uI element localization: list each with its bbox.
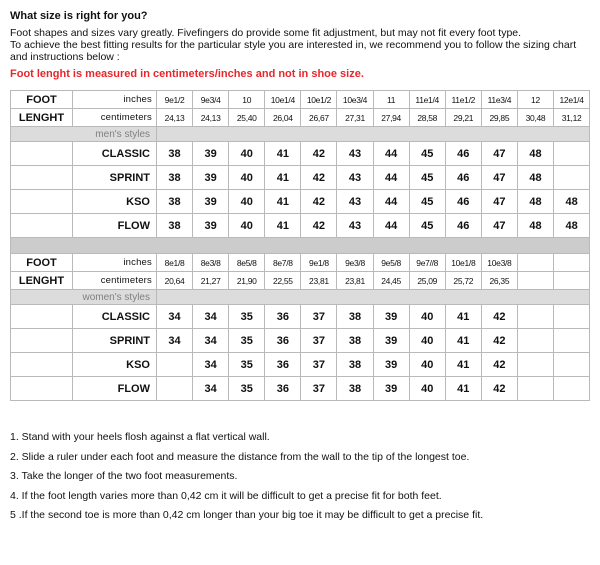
shoe-size: 48 bbox=[517, 142, 553, 166]
men-section bbox=[11, 91, 590, 238]
page-title: What size is right for you? bbox=[10, 10, 148, 22]
centimeters-value: 26,35 bbox=[481, 272, 517, 290]
centimeters-value: 26,04 bbox=[265, 109, 301, 127]
centimeters-value: 24,13 bbox=[157, 109, 193, 127]
shoe-size: 41 bbox=[265, 190, 301, 214]
shoe-size: 41 bbox=[265, 214, 301, 238]
shoe-size: 40 bbox=[229, 190, 265, 214]
shoe-size: 42 bbox=[481, 353, 517, 377]
centimeters-value: 25,40 bbox=[229, 109, 265, 127]
model-name: FLOW bbox=[73, 377, 157, 401]
shoe-size: 43 bbox=[337, 214, 373, 238]
centimeters-value: 29,85 bbox=[481, 109, 517, 127]
centimeters-value: 23,81 bbox=[301, 272, 337, 290]
length-label: LENGHT bbox=[11, 109, 73, 127]
centimeters-value: 30,48 bbox=[517, 109, 553, 127]
centimeters-value bbox=[554, 272, 590, 290]
shoe-size: 36 bbox=[265, 305, 301, 329]
shoe-size bbox=[554, 377, 590, 401]
shoe-size: 43 bbox=[337, 166, 373, 190]
model-name: CLASSIC bbox=[73, 142, 157, 166]
shoe-size: 45 bbox=[409, 190, 445, 214]
men-centimeters-row bbox=[11, 109, 590, 127]
shoe-size: 37 bbox=[301, 305, 337, 329]
shoe-size: 41 bbox=[445, 377, 481, 401]
inches-value: 11e1/2 bbox=[445, 91, 481, 109]
model-name: KSO bbox=[73, 190, 157, 214]
shoe-size: 40 bbox=[229, 214, 265, 238]
model-name: CLASSIC bbox=[73, 305, 157, 329]
women-model-row bbox=[11, 305, 590, 329]
shoe-size: 47 bbox=[481, 142, 517, 166]
shoe-size: 40 bbox=[409, 305, 445, 329]
shoe-size: 38 bbox=[157, 190, 193, 214]
styles-label: men's styles bbox=[11, 127, 157, 142]
inches-value: 9e3/8 bbox=[337, 254, 373, 272]
shoe-size: 46 bbox=[445, 166, 481, 190]
shoe-size: 43 bbox=[337, 190, 373, 214]
measuring-instructions bbox=[10, 428, 595, 526]
inches-value bbox=[517, 254, 553, 272]
centimeters-value: 25,72 bbox=[445, 272, 481, 290]
women-section bbox=[11, 254, 590, 401]
inches-value: 11e3/4 bbox=[481, 91, 517, 109]
shoe-size: 40 bbox=[409, 329, 445, 353]
shoe-size: 39 bbox=[193, 214, 229, 238]
centimeters-value: 24,13 bbox=[193, 109, 229, 127]
shoe-size: 34 bbox=[193, 377, 229, 401]
shoe-size bbox=[157, 377, 193, 401]
centimeters-value: 22,55 bbox=[265, 272, 301, 290]
instruction-step: 3. Take the longer of the two foot measurements. bbox=[10, 470, 238, 482]
intro-line-2: To achieve the best fitting results for the particular style you are interested in, we recommend you to follow the sizing chart and instructions below : bbox=[10, 39, 577, 63]
shoe-size bbox=[517, 329, 553, 353]
shoe-size: 37 bbox=[301, 329, 337, 353]
model-name: SPRINT bbox=[73, 329, 157, 353]
women-centimeters-row bbox=[11, 272, 590, 290]
shoe-size: 41 bbox=[265, 166, 301, 190]
inches-value: 9e3/4 bbox=[193, 91, 229, 109]
measurement-warning: Foot lenght is measured in centimeters/inches and not in shoe size. bbox=[10, 68, 364, 80]
shoe-size: 39 bbox=[373, 353, 409, 377]
shoe-size: 42 bbox=[301, 142, 337, 166]
model-name: FLOW bbox=[73, 214, 157, 238]
styles-band bbox=[157, 290, 590, 305]
shoe-size: 48 bbox=[554, 190, 590, 214]
foot-label: FOOT bbox=[11, 91, 73, 109]
inches-value: 9e1/2 bbox=[157, 91, 193, 109]
shoe-size bbox=[554, 142, 590, 166]
unit-inches: inches bbox=[73, 91, 157, 109]
shoe-size: 42 bbox=[301, 214, 337, 238]
unit-centimeters: centimeters bbox=[73, 272, 157, 290]
model-spacer bbox=[11, 377, 73, 401]
model-spacer bbox=[11, 166, 73, 190]
shoe-size bbox=[517, 353, 553, 377]
shoe-size: 41 bbox=[445, 329, 481, 353]
shoe-size: 38 bbox=[337, 353, 373, 377]
shoe-size: 46 bbox=[445, 142, 481, 166]
shoe-size: 39 bbox=[193, 166, 229, 190]
men-inches-row bbox=[11, 91, 590, 109]
centimeters-value: 24,45 bbox=[373, 272, 409, 290]
inches-value: 8e7/8 bbox=[265, 254, 301, 272]
instruction-step: 1. Stand with your heels flosh against a flat vertical wall. bbox=[10, 431, 270, 443]
inches-value: 10e3/8 bbox=[481, 254, 517, 272]
inches-value: 10 bbox=[229, 91, 265, 109]
inches-value: 11 bbox=[373, 91, 409, 109]
intro-text bbox=[10, 27, 595, 63]
model-spacer bbox=[11, 353, 73, 377]
inches-value: 8e1/8 bbox=[157, 254, 193, 272]
model-spacer bbox=[11, 190, 73, 214]
shoe-size: 40 bbox=[229, 166, 265, 190]
women-model-row bbox=[11, 353, 590, 377]
men-model-row bbox=[11, 190, 590, 214]
shoe-size: 42 bbox=[301, 190, 337, 214]
shoe-size: 34 bbox=[193, 353, 229, 377]
inches-value: 10e3/4 bbox=[337, 91, 373, 109]
shoe-size: 38 bbox=[337, 377, 373, 401]
foot-label: FOOT bbox=[11, 254, 73, 272]
shoe-size: 35 bbox=[229, 377, 265, 401]
shoe-size: 41 bbox=[445, 305, 481, 329]
shoe-size: 34 bbox=[193, 305, 229, 329]
centimeters-value: 26,67 bbox=[301, 109, 337, 127]
shoe-size: 48 bbox=[554, 214, 590, 238]
centimeters-value: 21,27 bbox=[193, 272, 229, 290]
shoe-size: 40 bbox=[409, 377, 445, 401]
shoe-size: 34 bbox=[157, 305, 193, 329]
shoe-size: 36 bbox=[265, 329, 301, 353]
model-name: SPRINT bbox=[73, 166, 157, 190]
men-model-row bbox=[11, 142, 590, 166]
men-styles-header bbox=[11, 127, 590, 142]
shoe-size: 34 bbox=[193, 329, 229, 353]
inches-value: 10e1/8 bbox=[445, 254, 481, 272]
shoe-size: 40 bbox=[229, 142, 265, 166]
shoe-size: 38 bbox=[157, 214, 193, 238]
shoe-size bbox=[517, 305, 553, 329]
centimeters-value: 27,94 bbox=[373, 109, 409, 127]
shoe-size: 46 bbox=[445, 190, 481, 214]
instruction-step: 5 .If the second toe is more than 0,42 cm longer than your big toe it may be difficult to get a precise fit. bbox=[10, 509, 484, 521]
shoe-size: 35 bbox=[229, 329, 265, 353]
shoe-size: 45 bbox=[409, 214, 445, 238]
model-name: KSO bbox=[73, 353, 157, 377]
shoe-size bbox=[517, 377, 553, 401]
length-label: LENGHT bbox=[11, 272, 73, 290]
intro-line-1: Foot shapes and sizes vary greatly. Fivefingers do provide some fit adjustment, but may not fit every foot type. bbox=[10, 27, 522, 39]
centimeters-value: 29,21 bbox=[445, 109, 481, 127]
shoe-size: 44 bbox=[373, 190, 409, 214]
centimeters-value: 25,09 bbox=[409, 272, 445, 290]
instruction-step: 2. Slide a ruler under each foot and measure the distance from the wall to the tip of the longest toe. bbox=[10, 450, 470, 463]
model-spacer bbox=[11, 329, 73, 353]
shoe-size: 47 bbox=[481, 190, 517, 214]
shoe-size: 36 bbox=[265, 353, 301, 377]
shoe-size bbox=[554, 329, 590, 353]
shoe-size: 48 bbox=[517, 214, 553, 238]
shoe-size: 34 bbox=[157, 329, 193, 353]
shoe-size: 41 bbox=[445, 353, 481, 377]
separator-band bbox=[11, 238, 590, 254]
shoe-size: 42 bbox=[481, 305, 517, 329]
women-inches-row bbox=[11, 254, 590, 272]
centimeters-value: 28,58 bbox=[409, 109, 445, 127]
inches-value: 10e1/4 bbox=[265, 91, 301, 109]
shoe-size: 39 bbox=[193, 142, 229, 166]
inches-value: 9e7//8 bbox=[409, 254, 445, 272]
men-model-row bbox=[11, 214, 590, 238]
women-styles-header bbox=[11, 290, 590, 305]
shoe-size: 47 bbox=[481, 214, 517, 238]
shoe-size: 43 bbox=[337, 142, 373, 166]
shoe-size: 44 bbox=[373, 214, 409, 238]
shoe-size: 39 bbox=[373, 329, 409, 353]
centimeters-value: 31,12 bbox=[554, 109, 590, 127]
women-model-row bbox=[11, 377, 590, 401]
shoe-size: 39 bbox=[373, 377, 409, 401]
inches-value: 11e1/4 bbox=[409, 91, 445, 109]
shoe-size bbox=[157, 353, 193, 377]
instruction-step: 4. If the foot length varies more than 0,42 cm it will be difficult to get a precise fit for both feet. bbox=[10, 489, 442, 502]
shoe-size: 48 bbox=[517, 190, 553, 214]
shoe-size: 48 bbox=[517, 166, 553, 190]
shoe-size: 42 bbox=[481, 329, 517, 353]
shoe-size: 44 bbox=[373, 142, 409, 166]
unit-inches: inches bbox=[73, 254, 157, 272]
centimeters-value: 23,81 bbox=[337, 272, 373, 290]
women-model-row bbox=[11, 329, 590, 353]
shoe-size: 38 bbox=[157, 142, 193, 166]
shoe-size: 35 bbox=[229, 353, 265, 377]
size-chart-table bbox=[10, 90, 590, 401]
centimeters-value: 20,64 bbox=[157, 272, 193, 290]
styles-label: women's styles bbox=[11, 290, 157, 305]
shoe-size: 40 bbox=[409, 353, 445, 377]
shoe-size: 39 bbox=[373, 305, 409, 329]
shoe-size: 38 bbox=[157, 166, 193, 190]
styles-band bbox=[157, 127, 590, 142]
inches-value: 12e1/4 bbox=[554, 91, 590, 109]
men-model-row bbox=[11, 166, 590, 190]
shoe-size: 39 bbox=[193, 190, 229, 214]
inches-value: 9e5/8 bbox=[373, 254, 409, 272]
shoe-size: 47 bbox=[481, 166, 517, 190]
shoe-size: 46 bbox=[445, 214, 481, 238]
shoe-size: 37 bbox=[301, 377, 337, 401]
shoe-size: 38 bbox=[337, 305, 373, 329]
inches-value: 12 bbox=[517, 91, 553, 109]
shoe-size: 42 bbox=[301, 166, 337, 190]
shoe-size bbox=[554, 305, 590, 329]
shoe-size: 37 bbox=[301, 353, 337, 377]
inches-value: 8e5/8 bbox=[229, 254, 265, 272]
unit-centimeters: centimeters bbox=[73, 109, 157, 127]
section-separator bbox=[11, 238, 590, 254]
inches-value: 10e1/2 bbox=[301, 91, 337, 109]
shoe-size: 45 bbox=[409, 166, 445, 190]
shoe-size: 44 bbox=[373, 166, 409, 190]
inches-value: 8e3/8 bbox=[193, 254, 229, 272]
centimeters-value: 21,90 bbox=[229, 272, 265, 290]
shoe-size: 42 bbox=[481, 377, 517, 401]
model-spacer bbox=[11, 142, 73, 166]
shoe-size: 35 bbox=[229, 305, 265, 329]
centimeters-value: 27,31 bbox=[337, 109, 373, 127]
inches-value bbox=[554, 254, 590, 272]
model-spacer bbox=[11, 305, 73, 329]
shoe-size: 41 bbox=[265, 142, 301, 166]
shoe-size bbox=[554, 353, 590, 377]
inches-value: 9e1/8 bbox=[301, 254, 337, 272]
model-spacer bbox=[11, 214, 73, 238]
shoe-size: 45 bbox=[409, 142, 445, 166]
shoe-size bbox=[554, 166, 590, 190]
centimeters-value bbox=[517, 272, 553, 290]
shoe-size: 38 bbox=[337, 329, 373, 353]
shoe-size: 36 bbox=[265, 377, 301, 401]
